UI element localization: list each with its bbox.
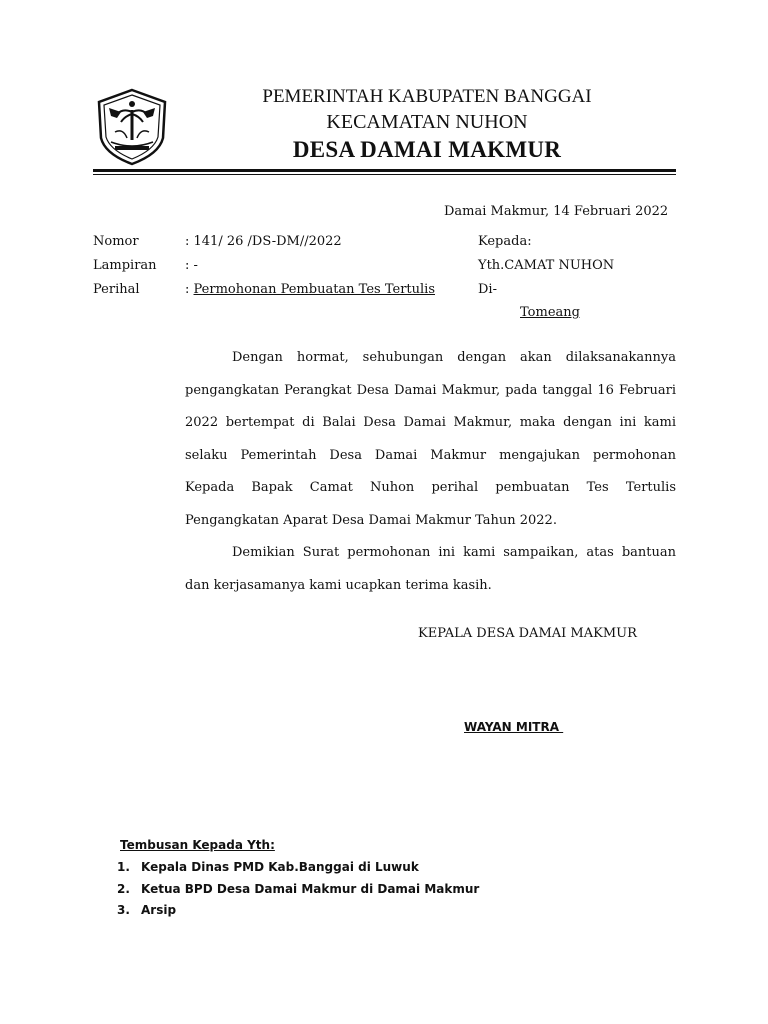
- lampiran-label: Lampiran: [93, 258, 157, 273]
- tembusan-heading: Tembusan Kepada Yth:: [120, 838, 275, 852]
- body-paragraph-2: Demikian Surat permohonan ini kami sampaikan, atas bantuan dan kerjasamanya kami ucapkan terima kasih.: [185, 545, 676, 593]
- recipient-place: Tomeang: [520, 305, 580, 320]
- signatory-name: WAYAN MITRA: [464, 720, 564, 734]
- letter-date: Damai Makmur, 14 Februari 2022: [444, 204, 669, 219]
- list-item: [117, 860, 419, 874]
- perihal-field: [185, 282, 435, 297]
- perihal-colon: :: [185, 282, 194, 297]
- recipient-di: Di-: [478, 282, 497, 297]
- list-item-text: Arsip: [141, 903, 177, 917]
- list-item-number: 3.: [117, 903, 130, 917]
- letterhead-line-3: DESA DAMAI MAKMUR: [292, 137, 562, 162]
- list-item-text: Kepala Dinas PMD Kab.Banggai di Luwuk: [141, 860, 419, 874]
- nomor-label: Nomor: [93, 234, 139, 249]
- letter-body: [185, 342, 676, 602]
- letterhead-divider-thin: [93, 174, 676, 175]
- list-item: [117, 903, 176, 917]
- list-item-number: 1.: [117, 860, 130, 874]
- letterhead-line-1: PEMERINTAH KABUPATEN BANGGAI: [262, 86, 592, 107]
- list-item: [117, 882, 479, 896]
- perihal-label: Perihal: [93, 282, 140, 297]
- letterhead-divider-thick: [93, 169, 676, 172]
- list-item-text: Ketua BPD Desa Damai Makmur di Damai Makmur: [141, 882, 480, 896]
- nomor-value: : 141/ 26 /DS-DM//2022: [185, 234, 342, 249]
- recipient-name: Yth.CAMAT NUHON: [478, 258, 615, 273]
- signatory-title: KEPALA DESA DAMAI MAKMUR: [418, 626, 637, 641]
- body-paragraph-1: Dengan hormat, sehubungan dengan akan dilaksanakannya pengangkatan Perangkat Desa Damai Makmur, pada tanggal 16 Februari 2022 bertempat di Balai Desa Damai Makmur, maka dengan ini kami selaku Pemerintah Desa Damai Makmur mengajukan permohonan Kepada Bapak Camat Nuhon perihal pembuatan Tes Tertulis Pengangkatan Aparat Desa Damai Makmur Tahun 2022.: [185, 350, 676, 528]
- letterhead-line-2: KECAMATAN NUHON: [326, 111, 528, 133]
- perihal-value: Permohonan Pembuatan Tes Tertulis: [193, 282, 435, 297]
- lampiran-value: : -: [185, 258, 198, 273]
- list-item-number: 2.: [117, 882, 130, 896]
- recipient-heading: Kepada:: [478, 234, 532, 249]
